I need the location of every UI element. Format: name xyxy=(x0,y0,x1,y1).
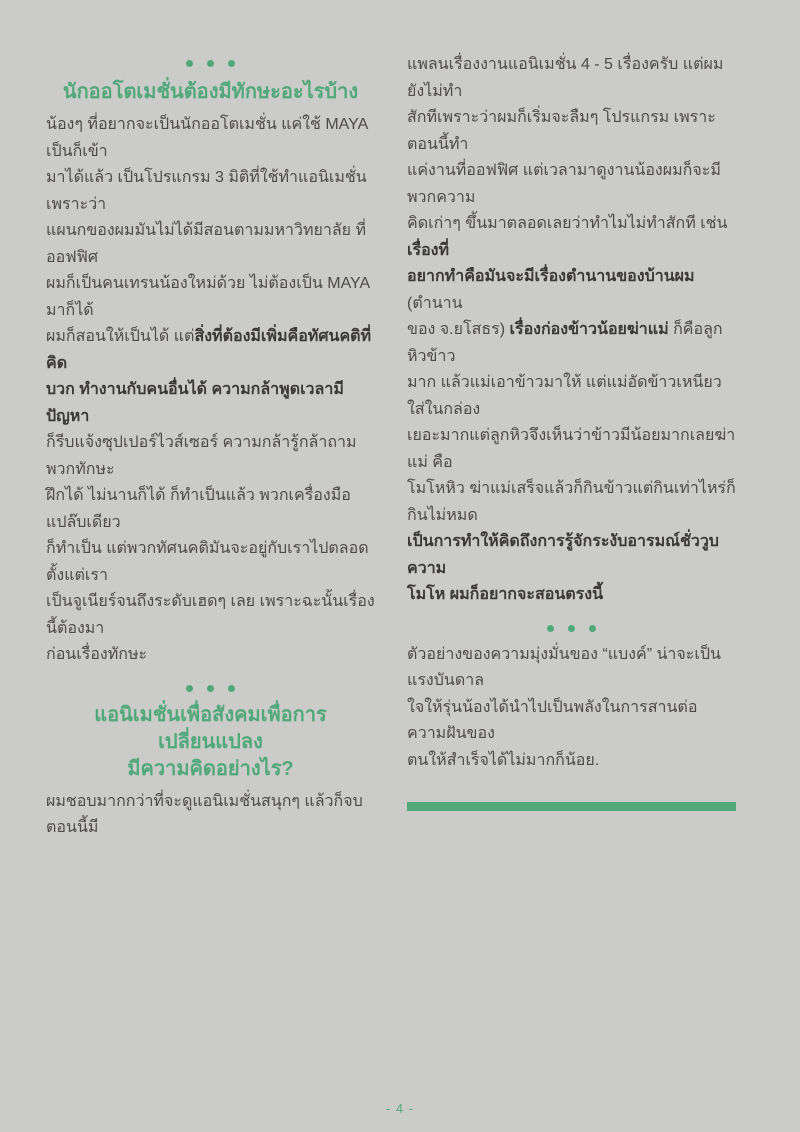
dot-icon xyxy=(228,685,235,692)
paragraph-line xyxy=(407,105,736,158)
text-segment: ผมก็เป็นคนเทรนน้องใหม่ด้วย ไม่ต้องเป็น MAYA มาก็ได้ xyxy=(46,275,370,319)
text-segment: ก็รีบแจ้งซุปเปอร์ไวส์เซอร์ ความกล้ารู้กล้าถาม พวกทักษะ xyxy=(46,434,357,478)
text-segment: ก่อนเรื่องทักษะ xyxy=(46,646,148,663)
dot-icon xyxy=(207,685,214,692)
separator-dots xyxy=(46,685,375,692)
dot-icon xyxy=(186,60,193,67)
text-segment: น้องๆ ที่อยากจะเป็นนักออโตเมชั่น แค่ใช้ MAYA เป็นก็เข้า xyxy=(46,116,368,160)
text-segment: ผมชอบมากกว่าที่จะดูแอนิเมชั่นสนุกๆ แล้วก็จบ ตอนนี้มี xyxy=(46,792,363,836)
bold-text-segment: อยากทำคือมันจะมีเรื่องตำนานของบ้านผม xyxy=(407,268,695,285)
paragraph-line xyxy=(46,112,375,165)
text-segment: ก็คือลูกหิวข้าว xyxy=(407,321,723,365)
paragraph-line xyxy=(407,158,736,211)
section-end-rule xyxy=(407,802,736,811)
text-segment: แผนกของผมมันไม่ได้มีสอนตามมหาวิทยาลัย ที่ออฟฟิศ xyxy=(46,222,367,266)
text-segment: ใจให้รุ่นน้องได้นำไปเป็นพลังในการสานต่อความฝันของ xyxy=(407,698,698,742)
paragraph-line xyxy=(46,536,375,589)
paragraph-line xyxy=(407,748,736,775)
paragraph-line xyxy=(407,317,736,370)
paragraph-line xyxy=(46,324,375,377)
heading-line: มีความคิดอย่างไร? xyxy=(127,757,294,780)
bold-text-segment: เรื่องก่องข้าวน้อยฆ่าแม่ xyxy=(509,321,669,338)
text-segment: มาก แล้วแม่เอาข้าวมาให้ แต่แม่อัดข้าวเหนียวใส่ในกล่อง xyxy=(407,374,722,418)
paragraph-line xyxy=(407,264,736,317)
paragraph xyxy=(46,112,375,669)
section-heading xyxy=(46,79,375,106)
text-segment: ผมก็สอนให้เป็นได้ แต่ xyxy=(46,328,195,345)
paragraph-line xyxy=(407,423,736,476)
text-segment: ของ จ.ยโสธร) xyxy=(407,321,510,338)
left-column xyxy=(46,52,375,842)
bold-text-segment: เรื่องที่ xyxy=(407,241,450,259)
dot-icon xyxy=(547,625,554,632)
paragraph-line xyxy=(46,377,375,430)
paragraph-line xyxy=(407,529,736,582)
paragraph xyxy=(407,52,736,609)
dot-icon xyxy=(207,60,214,67)
text-segment: สักทีเพราะว่าผมก็เริ่มจะลืมๆ โปรแกรม เพราะตอนนี้ทำ xyxy=(407,109,716,153)
paragraph-line xyxy=(46,483,375,536)
text-segment: ตนให้สำเร็จได้ไม่มากก็น้อย. xyxy=(407,751,600,769)
paragraph-line xyxy=(407,695,736,748)
separator-dots xyxy=(46,60,375,67)
text-segment: แพลนเรื่องงานแอนิเมชั่น 4 - 5 เรื่องครับ แต่ผมยังไม่ทำ xyxy=(407,56,724,100)
dot-icon xyxy=(589,625,596,632)
bold-text-segment: สิ่งที่ต้องมีเพิ่มคือทัศนคติที่คิด xyxy=(46,328,372,372)
bold-text-segment: โมโห ผมก็อยากจะสอนตรงนี้ xyxy=(407,586,604,603)
paragraph-line xyxy=(407,211,736,264)
paragraph-line xyxy=(407,582,736,609)
separator-dots xyxy=(407,625,736,632)
paragraph-line xyxy=(46,789,375,842)
heading-line: แอนิเมชั่นเพื่อสังคมเพื่อการเปลี่ยนแปลง xyxy=(94,703,327,753)
paragraph-line xyxy=(407,52,736,105)
text-segment: โมโหหิว ฆ่าแม่เสร็จแล้วก็กินข้าวแต่กินเท่าไหร่ก็กินไม่หมด xyxy=(407,480,736,524)
text-segment: ก็ทำเป็น แต่พวกทัศนคติมันจะอยู่กับเราไปตลอดตั้งแต่เรา xyxy=(46,540,369,584)
text-segment: มาได้แล้ว เป็นโปรแกรม 3 มิติที่ใช้ทำแอนิเมชั่น เพราะว่า xyxy=(46,169,367,213)
paragraph-line xyxy=(46,430,375,483)
text-segment: (ตำนาน xyxy=(407,294,463,312)
paragraph-line xyxy=(407,370,736,423)
text-segment: แค่งานที่ออฟฟิศ แต่เวลามาดูงานน้องผมก็จะมีพวกความ xyxy=(407,162,721,206)
dot-icon xyxy=(568,625,575,632)
paragraph-line xyxy=(46,589,375,642)
text-segment: ตัวอย่างของความมุ่งมั่นของ “แบงค์” น่าจะเป็นแรงบันดาล xyxy=(407,645,721,689)
text-segment: เยอะมากแต่ลูกหิวจึงเห็นว่าข้าวมีน้อยมากเลยฆ่าแม่ คือ xyxy=(407,427,736,471)
dot-icon xyxy=(228,60,235,67)
bold-text-segment: บวก ทำงานกับคนอื่นได้ ความกล้าพูดเวลามีปัญหา xyxy=(46,381,344,425)
paragraph xyxy=(407,642,736,775)
dot-icon xyxy=(186,685,193,692)
paragraph-line xyxy=(46,218,375,271)
right-column xyxy=(407,52,736,842)
heading-line: นักออโตเมชั่นต้องมีทักษะอะไรบ้าง xyxy=(62,81,359,103)
text-segment: ฝึกได้ ไม่นานก็ได้ ก็ทำเป็นแล้ว พวกเครื่องมือแปล๊บเดียว xyxy=(46,487,351,531)
paragraph-line xyxy=(46,271,375,324)
paragraph-line xyxy=(46,165,375,218)
text-segment: เป็นจูเนียร์จนถึงระดับเฮดๆ เลย เพราะฉะนั้นเรื่องนี้ต้องมา xyxy=(46,593,375,637)
paragraph-line xyxy=(407,642,736,695)
paragraph-line xyxy=(46,642,375,669)
page-number: - 4 - xyxy=(385,1101,415,1116)
text-segment: คิดเก่าๆ ขึ้นมาตลอดเลยว่าทำไมไม่ทำสักที เช่น xyxy=(407,215,728,232)
paragraph xyxy=(46,789,375,842)
bold-text-segment: เป็นการทำให้คิดถึงการรู้จักระงับอารมณ์ชั่ววูบ ความ xyxy=(407,533,719,577)
paragraph-line xyxy=(407,476,736,529)
section-heading xyxy=(46,702,375,783)
